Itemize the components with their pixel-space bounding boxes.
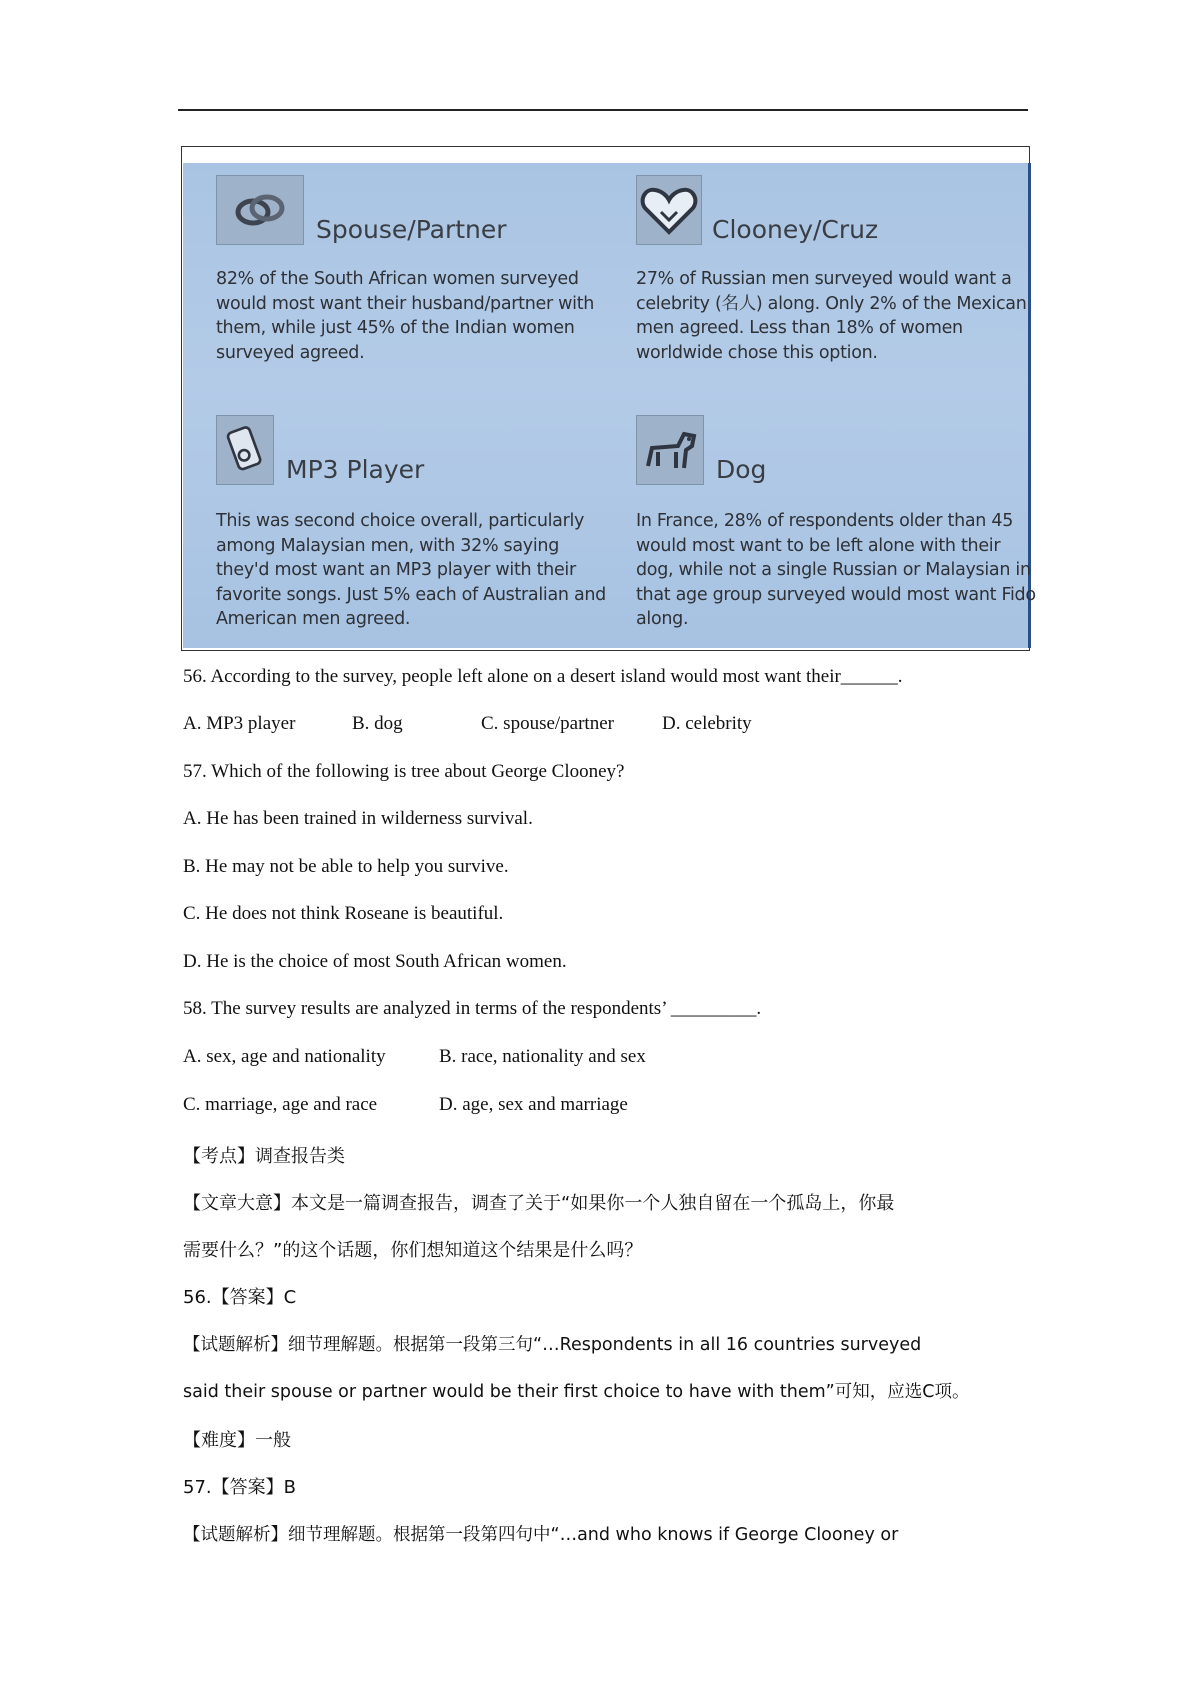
option-58c: C. marriage, age and race <box>183 1094 378 1115</box>
card-text: This was second choice overall, particularly among Malaysian men, with 32% saying they'd most want an MP3 player with their favorite songs. Just 5% each of Australian and American men agreed. <box>216 511 606 629</box>
difficulty-label: 【难度】一般 <box>183 1430 291 1451</box>
card-title: Dog <box>716 455 767 484</box>
summary-line-2: 需要什么？”的这个话题，你们想知道这个结果是什么吗？ <box>183 1240 643 1261</box>
option-56c: C. spouse/partner <box>481 713 614 734</box>
question-58: 58. The survey results are analyzed in terms of the respondents’ _________. <box>183 998 762 1019</box>
summary-line-1: 【文章大意】本文是一篇调查报告，调查了关于“如果你一个人独自留在一个孤岛上，你最 <box>183 1193 895 1214</box>
option-57b: B. He may not be able to help you survive. <box>183 856 509 877</box>
option-58a: A. sex, age and nationality <box>183 1046 386 1067</box>
card-title: Clooney/Cruz <box>712 215 879 244</box>
option-56b: B. dog <box>352 713 403 734</box>
option-56d: D. celebrity <box>662 713 752 734</box>
card-text: 82% of the South African women surveyed would most want their husband/partner with them, while just 45% of the Indian women surveyed agreed. <box>216 269 595 363</box>
option-58b: B. race, nationality and sex <box>439 1046 646 1067</box>
explanation-56-line-2: said their spouse or partner would be their first choice to have with them”可知，应选C项。 <box>183 1382 970 1402</box>
dog-icon <box>636 415 704 485</box>
card-title: Spouse/Partner <box>316 215 507 244</box>
kaodian-label: 【考点】调查报告类 <box>183 1146 345 1167</box>
heart-icon <box>636 175 702 245</box>
answer-56: 56.【答案】C <box>183 1287 297 1308</box>
option-58d: D. age, sex and marriage <box>439 1094 628 1115</box>
answer-57: 57.【答案】B <box>183 1477 296 1498</box>
option-57d: D. He is the choice of most South African women. <box>183 951 567 972</box>
option-57a: A. He has been trained in wilderness survival. <box>183 808 533 829</box>
card-text: In France, 28% of respondents older than 45 would most want to be left alone with their dog, while not a single Russian or Malaysian in that age group surveyed would most want Fido along. <box>636 511 1036 629</box>
card-text: 27% of Russian men surveyed would want a celebrity (名人) along. Only 2% of the Mexican men agreed. Less than 18% of women worldwide chose this option. <box>636 269 1027 363</box>
card-title: MP3 Player <box>286 455 425 484</box>
explanation-56-line-1: 【试题解析】细节理解题。根据第一段第三句“…Respondents in all 16 countries surveyed <box>183 1335 922 1355</box>
question-57: 57. Which of the following is tree about George Clooney? <box>183 761 625 782</box>
header-rule <box>178 109 1028 111</box>
survey-figure <box>181 146 1036 651</box>
question-56: 56. According to the survey, people left alone on a desert island would most want their______. <box>183 666 903 687</box>
survey-panel <box>183 163 1036 648</box>
explanation-57-line-1: 【试题解析】细节理解题。根据第一段第四句中“…and who knows if George Clooney or <box>183 1525 899 1545</box>
mp3-player-icon <box>216 415 274 485</box>
option-57c: C. He does not think Roseane is beautiful. <box>183 903 504 924</box>
rings-icon <box>216 175 304 245</box>
option-56a: A. MP3 player <box>183 713 296 734</box>
